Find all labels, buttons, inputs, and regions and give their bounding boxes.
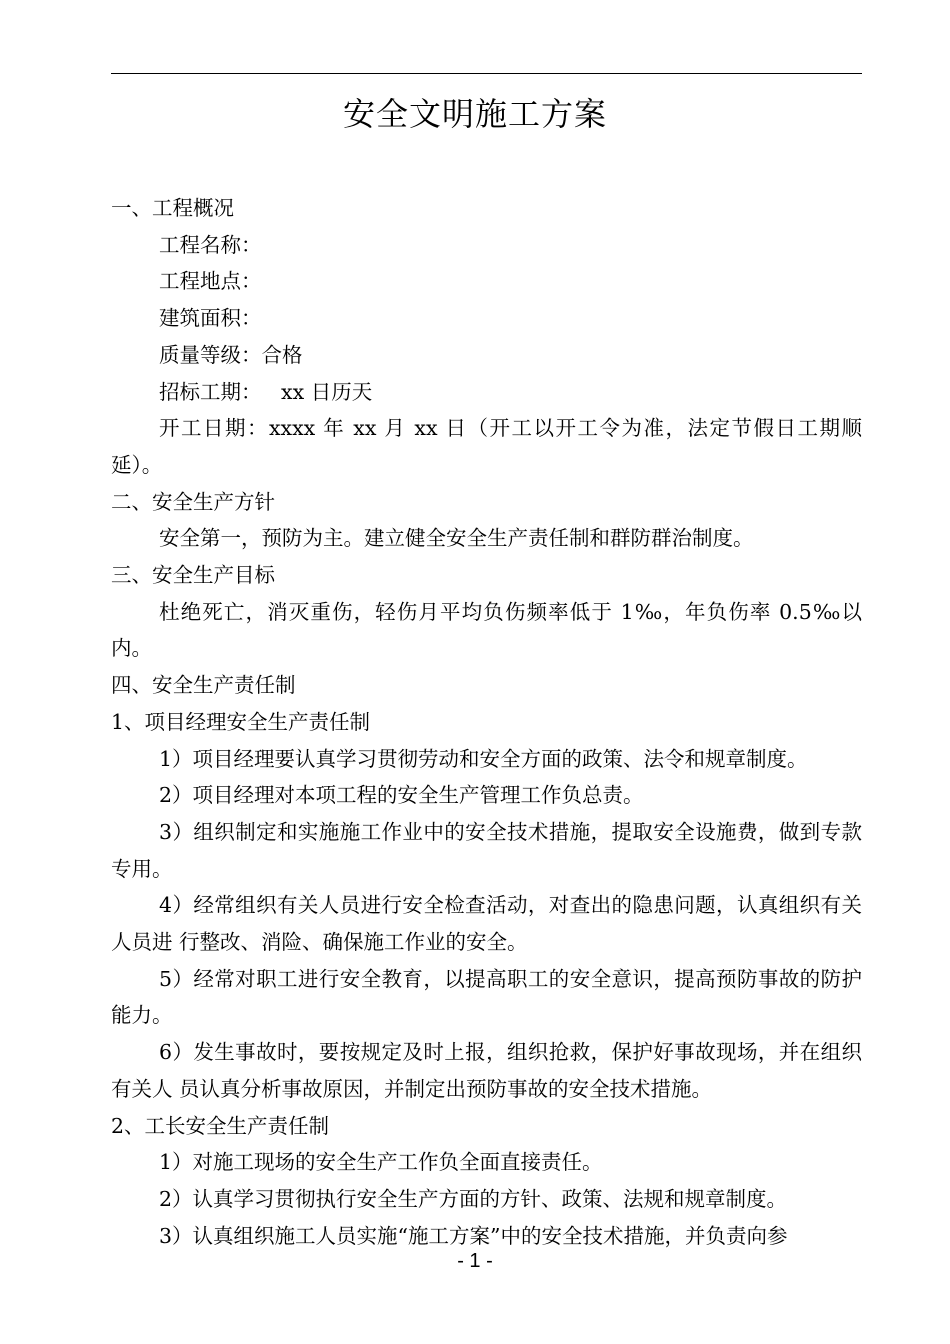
list-item: 2）项目经理对本项工程的安全生产管理工作负总责。 — [159, 783, 644, 808]
paragraph: 质量等级：合格 — [159, 342, 303, 367]
list-item: 1）项目经理要认真学习贯彻劳动和安全方面的政策、法令和规章制度。 — [159, 746, 808, 771]
section-heading: 二、安全生产方针 — [111, 489, 275, 514]
subsection-heading: 1、项目经理安全生产责任制 — [111, 709, 371, 734]
subsection-heading: 2、工长安全生产责任制 — [111, 1113, 330, 1138]
section-heading: 一、工程概况 — [111, 196, 234, 220]
document-title: 安全文明施工方案 — [342, 95, 607, 133]
paragraph: 建筑面积： — [159, 306, 262, 331]
document-body — [111, 190, 862, 1254]
list-item: 3）组织制定和实施施工作业中的安全技术措施，提取安全设施费，做到专款专用。 — [111, 819, 862, 881]
paragraph: 工程名称： — [159, 232, 262, 257]
list-item: 2）认真学习贯彻执行安全生产方面的方针、政策、法规和规章制度。 — [159, 1186, 788, 1211]
page-number: - 1 - — [457, 1250, 493, 1272]
paragraph: 招标工期： xx 日历天 — [159, 379, 373, 404]
list-item: 3）认真组织施工人员实施“施工方案”中的安全技术措施，并负责向参 — [159, 1223, 788, 1248]
section-heading: 四、安全生产责任制 — [111, 673, 296, 698]
list-item: 6）发生事故时，要按规定及时上报，组织抢救，保护好事故现场，并在组织有关人 员认真分析事故原因，并制定出预防事故的安全技术措施。 — [111, 1040, 862, 1101]
list-item: 1）对施工现场的安全生产工作负全面直接责任。 — [159, 1150, 603, 1175]
paragraph: 安全第一，预防为主。建立健全安全生产责任制和群防群治制度。 — [159, 526, 754, 551]
list-item: 4）经常组织有关人员进行安全检查活动，对查出的隐患问题，认真组织有关人员进 行整改、消险、确保施工作业的安全。 — [111, 893, 862, 955]
paragraph: 开工日期：xxxx 年 xx 月 xx 日（开工以开工令为准，法定节假日工期顺延）。 — [111, 416, 862, 477]
section-heading: 三、安全生产目标 — [111, 563, 275, 588]
paragraph: 杜绝死亡，消灭重伤，轻伤月平均负伤频率低于 1‰，年负伤率 0.5‰以内。 — [111, 599, 862, 661]
list-item: 5）经常对职工进行安全教育，以提高职工的安全意识，提高预防事故的防护能力。 — [111, 966, 862, 1028]
paragraph: 工程地点： — [159, 269, 262, 294]
header-rule — [111, 73, 862, 74]
